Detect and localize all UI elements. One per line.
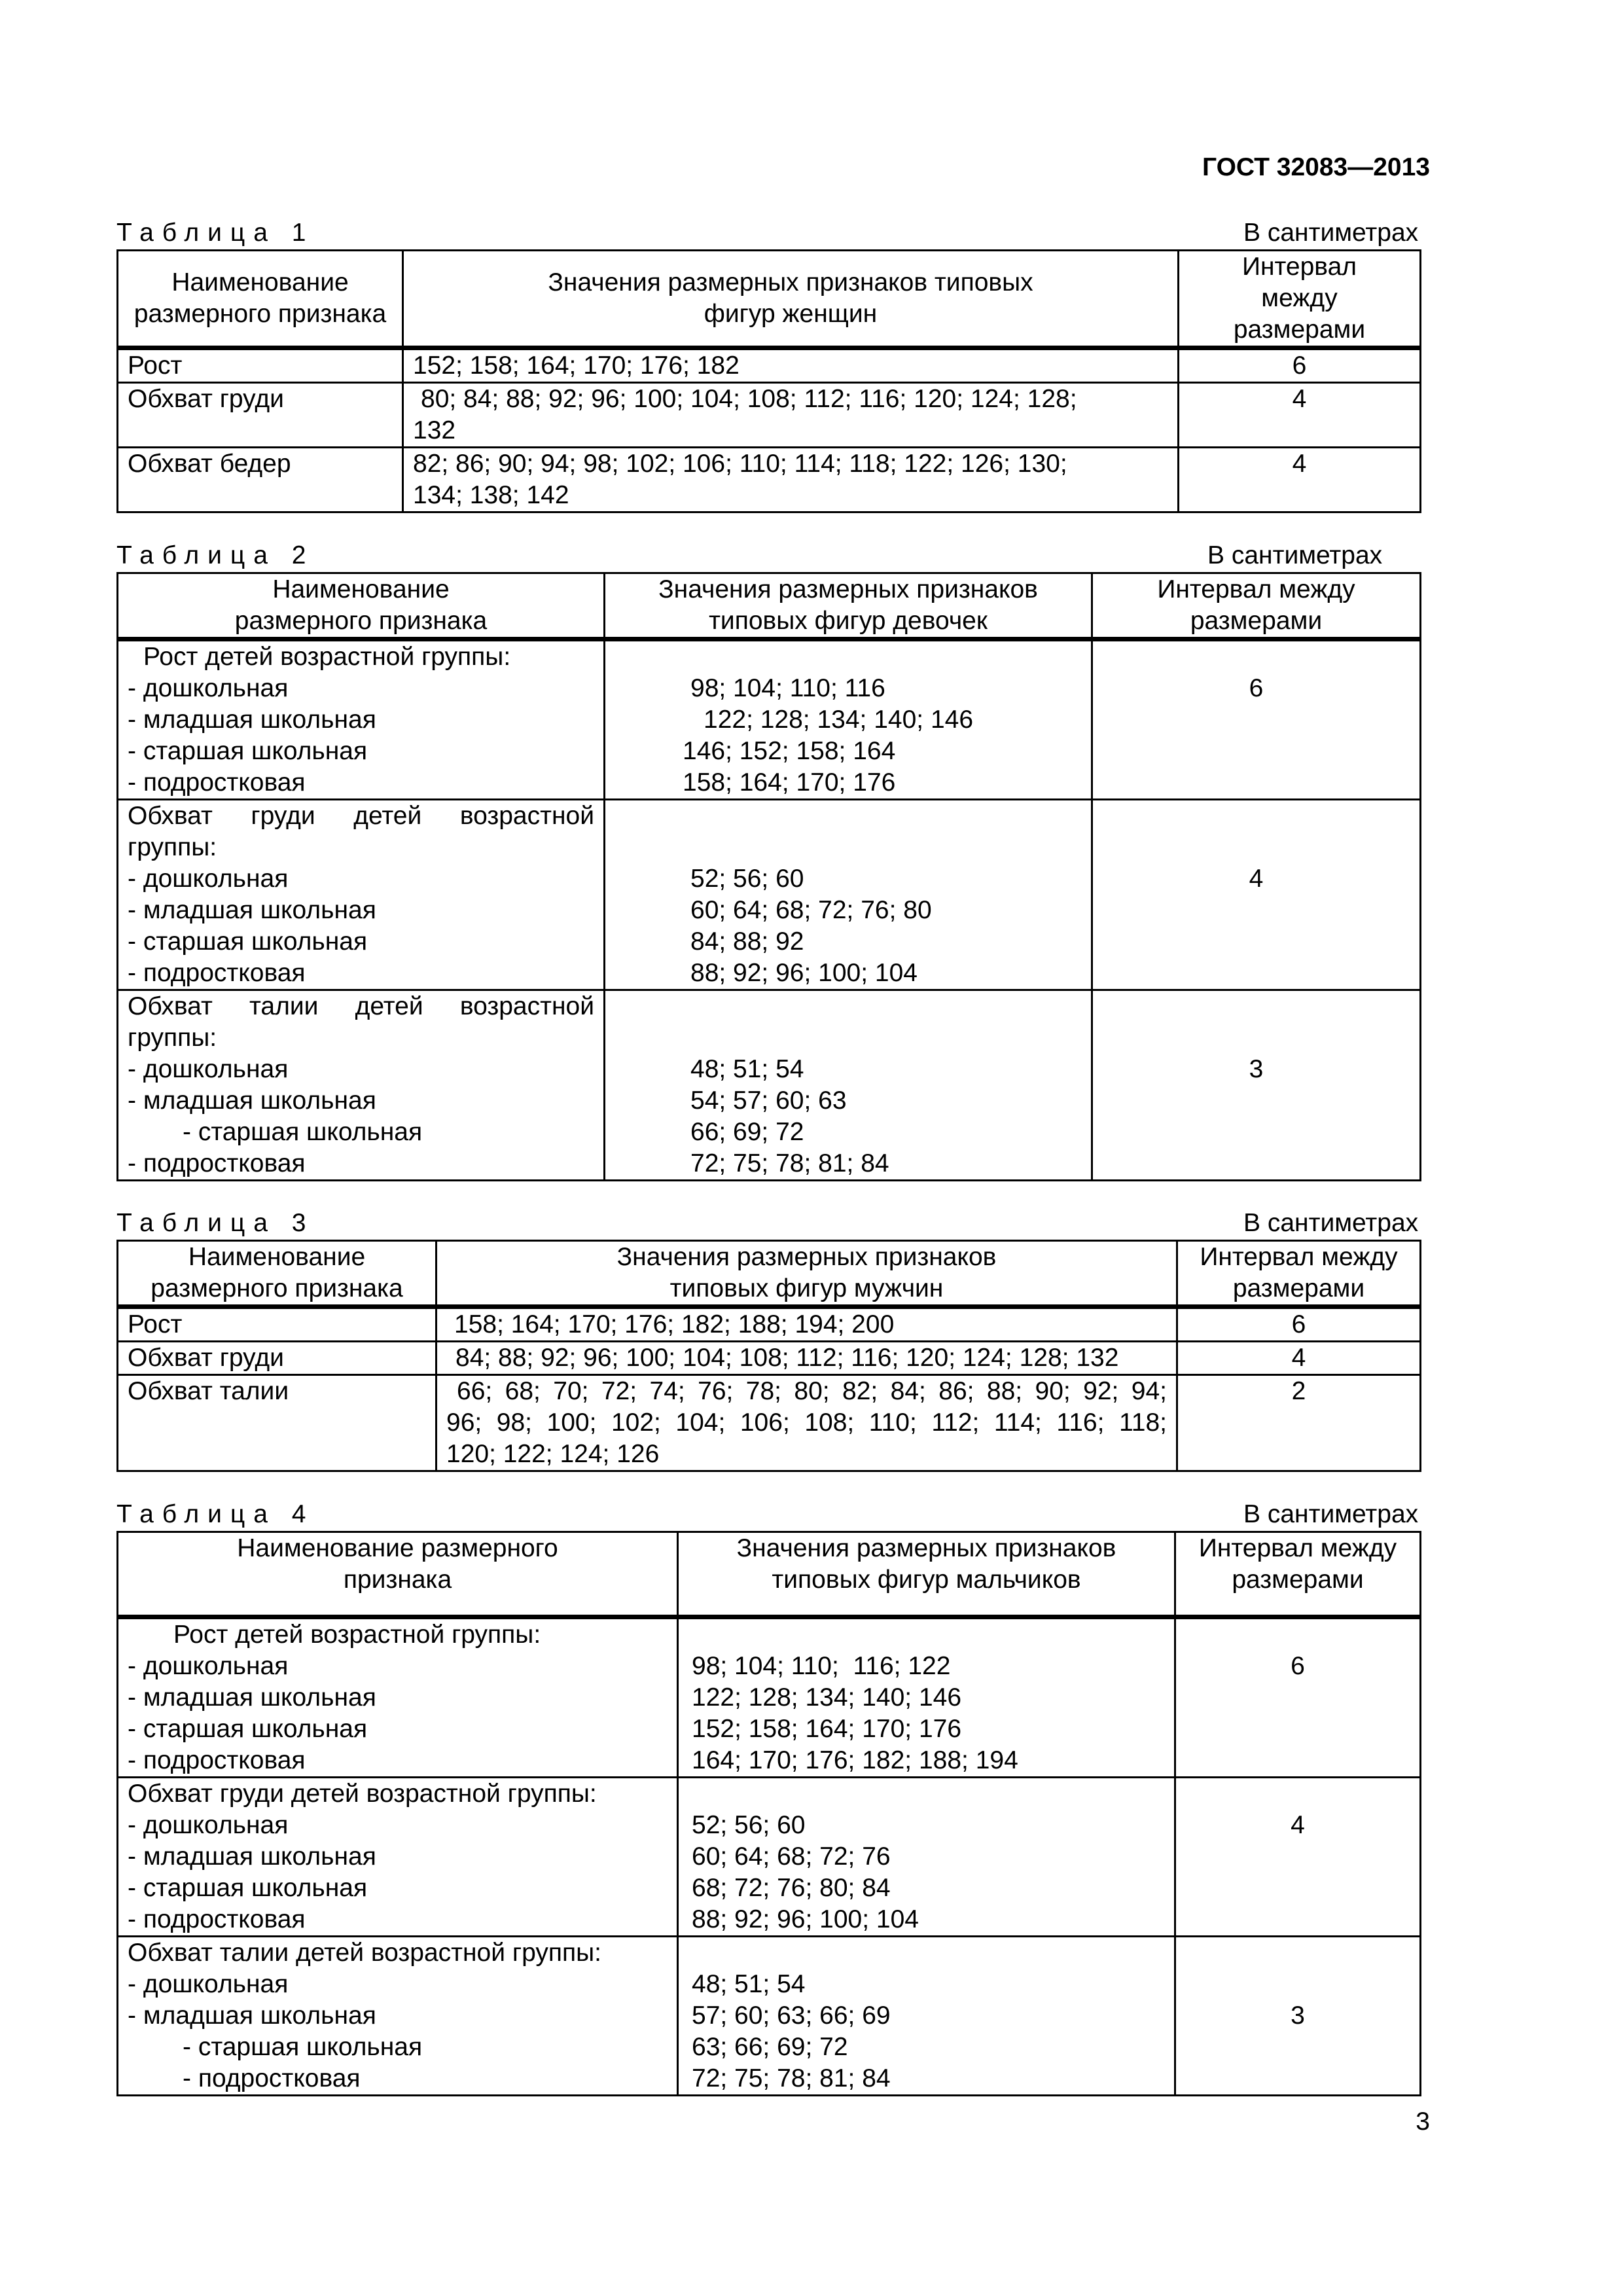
value-line: 96; 98; 100; 102; 104; 106; 108; 110; 112; 114; 116; 118; <box>446 1408 1167 1437</box>
group-item: - младшая школьная <box>128 896 376 924</box>
group-title: Рост детей возрастной группы: <box>143 643 511 671</box>
row-name: Рост <box>118 1307 437 1342</box>
group-item: - дошкольная <box>128 1055 289 1083</box>
row-name: Обхват груди <box>118 383 403 448</box>
table-3-header-name: Наименование размерного признака <box>118 1241 437 1307</box>
value-line: 84; 88; 92 <box>690 927 804 956</box>
group-item: - старшая школьная <box>128 737 368 765</box>
table-3-unit: В сантиметрах <box>1243 1209 1419 1237</box>
group-item: - младшая школьная <box>128 1086 376 1115</box>
table-2-header <box>118 573 1421 639</box>
value-line: 122; 128; 134; 140; 146 <box>704 706 974 734</box>
row-values <box>437 1307 1177 1342</box>
value-line: 146; 152; 158; 164 <box>683 737 896 765</box>
value-line: 152; 158; 164; 170; 176; 182 <box>413 351 740 380</box>
group-names <box>118 1617 678 1778</box>
row-name: Обхват бедер <box>118 448 403 512</box>
table-2-header-values: Значения размерных признаков типовых фигур девочек <box>605 573 1092 639</box>
value-line: 54; 57; 60; 63 <box>690 1086 847 1115</box>
row-interval: 6 <box>1177 1307 1421 1342</box>
group-values <box>678 1937 1175 2096</box>
value-line: 88; 92; 96; 100; 104 <box>692 1905 919 1933</box>
group-item: - старшая школьная <box>128 1874 368 1902</box>
table-2 <box>116 572 1421 1181</box>
row-interval: 4 <box>1177 1342 1421 1375</box>
value-line: 48; 51; 54 <box>692 1970 806 1998</box>
group-item: - подростковая <box>128 959 306 987</box>
value-line: 158; 164; 170; 176; 182; 188; 194; 200 <box>454 1310 895 1338</box>
row-values <box>437 1375 1177 1471</box>
table-4-header-name: Наименование размерного признака <box>118 1532 678 1617</box>
group-values <box>605 990 1092 1181</box>
row-values <box>403 348 1179 383</box>
table-4-unit: В сантиметрах <box>1243 1500 1419 1528</box>
group-item: - дошкольная <box>128 1811 289 1839</box>
group-title: Обхват груди детей возрастной <box>128 802 594 830</box>
value-line: 60; 64; 68; 72; 76; 80 <box>690 896 932 924</box>
table-row <box>118 348 1421 383</box>
group-values <box>678 1778 1175 1937</box>
group-names <box>118 990 605 1181</box>
row-values <box>403 383 1179 448</box>
group-item: - подростковая <box>183 2064 361 2092</box>
value-line: 52; 56; 60 <box>690 865 804 893</box>
table-row <box>118 1617 1421 1778</box>
value-line: 120; 122; 124; 126 <box>446 1440 660 1468</box>
table-row <box>118 1375 1421 1471</box>
value-line: 164; 170; 176; 182; 188; 194 <box>692 1746 1018 1774</box>
value-line: 122; 128; 134; 140; 146 <box>692 1683 962 1712</box>
group-item: - младшая школьная <box>128 1842 376 1871</box>
group-names <box>118 1937 678 2096</box>
value-line: 60; 64; 68; 72; 76 <box>692 1842 891 1871</box>
group-names <box>118 800 605 990</box>
table-3-header <box>118 1241 1421 1307</box>
table-4-caption: Таблица 4 <box>116 1500 315 1528</box>
group-names <box>118 639 605 800</box>
value-line: 66; 69; 72 <box>690 1118 804 1146</box>
table-1-header-interval: Интервал между размерами <box>1179 251 1421 348</box>
group-title: Рост детей возрастной группы: <box>173 1621 541 1649</box>
group-title: Обхват талии детей возрастной группы: <box>128 1939 601 1967</box>
standard-number: ГОСТ 32083—2013 <box>1202 153 1430 181</box>
value-line: 152; 158; 164; 170; 176 <box>692 1715 962 1743</box>
value-line: 84; 88; 92; 96; 100; 104; 108; 112; 116; 120; 124; 128; 132 <box>455 1344 1119 1372</box>
page-number: 3 <box>1416 2108 1430 2136</box>
table-4-header-interval: Интервал между размерами <box>1175 1532 1421 1617</box>
group-item: - младшая школьная <box>128 1683 376 1712</box>
table-1-unit: В сантиметрах <box>1243 219 1419 247</box>
group-item: - подростковая <box>128 768 306 797</box>
value-line: 132 <box>413 416 456 444</box>
table-row <box>118 1307 1421 1342</box>
row-name: Обхват груди <box>118 1342 437 1375</box>
table-2-header-name: Наименование размерного признака <box>118 573 605 639</box>
row-interval: 6 <box>1179 348 1421 383</box>
row-interval: 4 <box>1179 383 1421 448</box>
table-row <box>118 383 1421 448</box>
value-line: 52; 56; 60 <box>692 1811 806 1839</box>
row-interval: 4 <box>1179 448 1421 512</box>
group-interval: 4 <box>1092 800 1421 990</box>
table-row <box>118 1778 1421 1937</box>
value-line: 134; 138; 142 <box>413 481 569 509</box>
table-row <box>118 1342 1421 1375</box>
table-4-header <box>118 1532 1421 1617</box>
table-row <box>118 800 1421 990</box>
table-1 <box>116 249 1421 513</box>
table-row <box>118 990 1421 1181</box>
group-item: - дошкольная <box>128 865 289 893</box>
table-2-unit: В сантиметрах <box>1207 541 1383 569</box>
group-values <box>605 800 1092 990</box>
value-line: 98; 104; 110; 116; 122 <box>692 1652 951 1680</box>
table-1-header <box>118 251 1421 348</box>
value-line: 72; 75; 78; 81; 84 <box>692 2064 891 2092</box>
row-name: Рост <box>118 348 403 383</box>
table-4-header-values: Значения размерных признаков типовых фигур мальчиков <box>678 1532 1175 1617</box>
group-names <box>118 1778 678 1937</box>
value-line: 68; 72; 76; 80; 84 <box>692 1874 891 1902</box>
group-title-cont: группы: <box>128 833 217 861</box>
group-item: - подростковая <box>128 1905 306 1933</box>
group-item: - старшая школьная <box>128 927 368 956</box>
value-line: 57; 60; 63; 66; 69 <box>692 2001 891 2030</box>
table-1-caption: Таблица 1 <box>116 219 315 247</box>
table-1-header-values: Значения размерных признаков типовых фигур женщин <box>403 251 1179 348</box>
group-item: - старшая школьная <box>183 2033 423 2061</box>
group-interval: 3 <box>1175 1937 1421 2096</box>
group-item: - дошкольная <box>128 1652 289 1680</box>
value-line: 80; 84; 88; 92; 96; 100; 104; 108; 112; 116; 120; 124; 128; <box>421 385 1077 413</box>
value-line: 98; 104; 110; 116 <box>690 674 885 702</box>
group-item: - старшая школьная <box>183 1118 423 1146</box>
table-3 <box>116 1240 1421 1472</box>
group-interval: 6 <box>1092 639 1421 800</box>
table-2-caption: Таблица 2 <box>116 541 315 569</box>
table-row <box>118 1937 1421 2096</box>
group-interval: 4 <box>1175 1778 1421 1937</box>
table-4 <box>116 1531 1421 2096</box>
value-line: 66; 68; 70; 72; 74; 76; 78; 80; 82; 84; 86; 88; 90; 92; 94; <box>457 1377 1167 1405</box>
group-title: Обхват талии детей возрастной <box>128 992 594 1020</box>
table-1-header-name: Наименование размерного признака <box>118 251 403 348</box>
row-values <box>403 448 1179 512</box>
group-item: - младшая школьная <box>128 2001 376 2030</box>
group-item: - старшая школьная <box>128 1715 368 1743</box>
row-interval: 2 <box>1177 1375 1421 1471</box>
group-item: - дошкольная <box>128 674 289 702</box>
value-line: 82; 86; 90; 94; 98; 102; 106; 110; 114; 118; 122; 126; 130; <box>413 450 1067 478</box>
group-interval: 3 <box>1092 990 1421 1181</box>
table-row <box>118 448 1421 512</box>
row-values <box>437 1342 1177 1375</box>
group-item: - подростковая <box>128 1149 306 1177</box>
value-line: 48; 51; 54 <box>690 1055 804 1083</box>
group-item: - дошкольная <box>128 1970 289 1998</box>
table-2-header-interval: Интервал между размерами <box>1092 573 1421 639</box>
value-line: 88; 92; 96; 100; 104 <box>690 959 918 987</box>
group-values <box>605 639 1092 800</box>
group-values <box>678 1617 1175 1778</box>
table-3-caption: Таблица 3 <box>116 1209 315 1237</box>
value-line: 72; 75; 78; 81; 84 <box>690 1149 889 1177</box>
group-title: Обхват груди детей возрастной группы: <box>128 1780 597 1808</box>
group-title-cont: группы: <box>128 1024 217 1052</box>
group-item: - младшая школьная <box>128 706 376 734</box>
table-row <box>118 639 1421 800</box>
row-name: Обхват талии <box>118 1375 437 1471</box>
value-line: 63; 66; 69; 72 <box>692 2033 848 2061</box>
table-3-header-interval: Интервал между размерами <box>1177 1241 1421 1307</box>
group-item: - подростковая <box>128 1746 306 1774</box>
value-line: 158; 164; 170; 176 <box>683 768 896 797</box>
group-interval: 6 <box>1175 1617 1421 1778</box>
table-3-header-values: Значения размерных признаков типовых фигур мужчин <box>437 1241 1177 1307</box>
